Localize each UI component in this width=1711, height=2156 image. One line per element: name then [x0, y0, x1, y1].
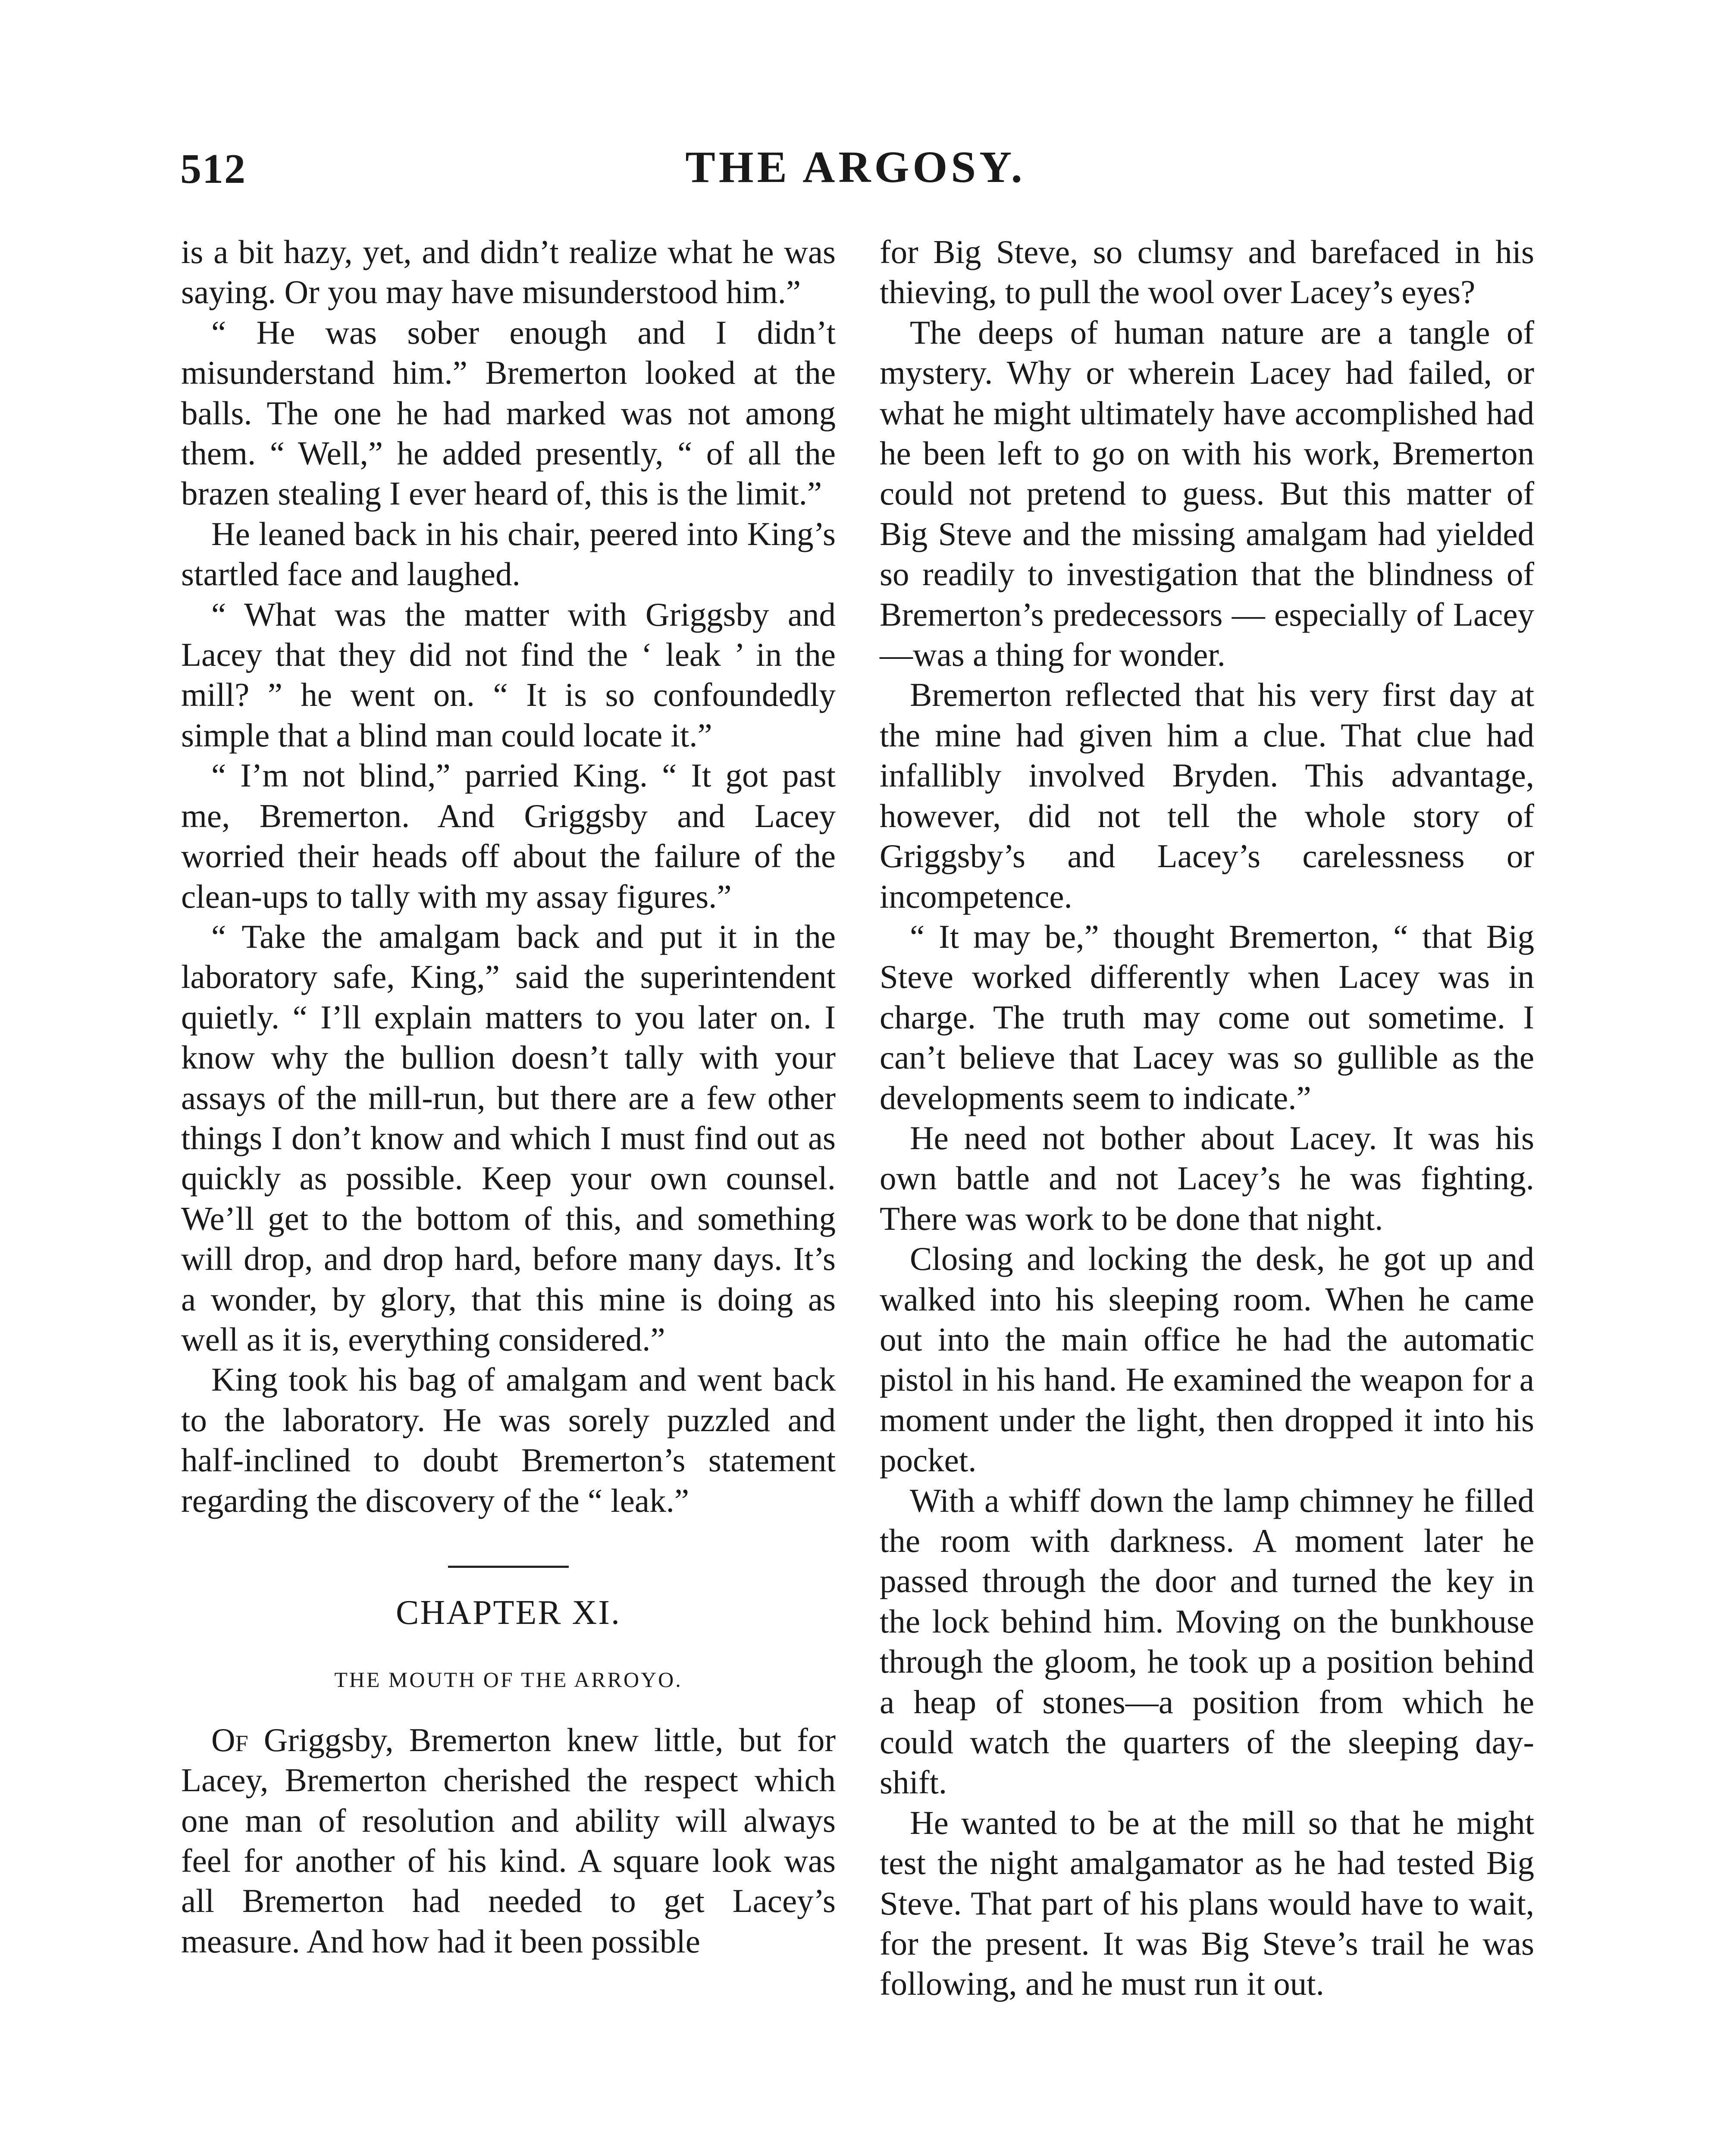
left-column	[181, 232, 836, 1962]
paragraph: is a bit hazy, yet, and didn’t realize what he was saying. Or you may have misunderstood him.”	[181, 233, 836, 311]
paragraph: Closing and locking the desk, he got up and walked into his sleeping room. When he came out into the main office he had the automatic pistol in his hand. He examined the weapon for a moment under the light, then dropped it into his pocket.	[880, 1240, 1534, 1479]
paragraph: “ He was sober enough and I didn’t misunderstand him.” Bremerton looked at the balls. The one he had marked was not among them. “ Well,” he added presently, “ of all the brazen stealing I ever heard of, this is the limit.”	[181, 313, 836, 512]
paragraph: “ Take the amalgam back and put it in the laboratory safe, King,” said the superintendent quietly. “ I’ll explain matters to you later on. I know why the bullion doesn’t tally with your assays of the mill-run, but there are a few other things I don’t know and which I must find out as quickly as possible. Keep your own counsel. We’ll get to the bottom of this, and something will drop, and drop hard, before many days. It’s a wonder, by glory, that this mine is doing as well as it is, everything considered.”	[181, 918, 836, 1358]
paragraph: “ I’m not blind,” parried King. “ It got past me, Bremerton. And Griggsby and Lacey worried their heads off about the failure of the clean-ups to tally with my assay figures.”	[181, 757, 836, 915]
paragraph: “ It may be,” thought Bremerton, “ that Big Steve worked differently when Lacey was in charge. The truth may come out sometime. I can’t believe that Lacey was so gullible as the developments seem to indicate.”	[880, 918, 1534, 1116]
paragraph: With a whiff down the lamp chimney he filled the room with darkness. A moment later he passed through the door and turned the key in the lock behind him. Moving on the bunkhouse through the gloom, he took up a position behind a heap of stones—a position from which he could watch the quarters of the sleeping day-shift.	[880, 1482, 1534, 1801]
chapter-paragraph-text: Griggsby, Bremerton knew little, but for Lacey, Bremerton cherished the respect which one man of resolution and ability will always feel for another of his kind. A square look was all Bremerton had needed to get Lacey’s measure. And how had it been possible	[181, 1721, 836, 1960]
paragraph: He need not bother about Lacey. It was his own battle and not Lacey’s he was fighting. There was work to be done that night.	[880, 1119, 1534, 1237]
paragraph: He wanted to be at the mill so that he might test the night amalgamator as he had tested Big Steve. That part of his plans would have to wait, for the present. It was Big Steve’s trail he was following, and he must run it out.	[880, 1804, 1534, 2002]
paragraph: The deeps of human nature are a tangle of mystery. Why or wherein Lacey had failed, or what he might ultimately have accomplished had he been left to go on with his work, Bremerton could not pretend to guess. But this matter of Big Steve and the missing amalgam had yielded so readily to investigation that the blindness of Bremerton’s predecessors — especially of Lacey—was a thing for wonder.	[880, 313, 1534, 674]
right-column	[880, 232, 1534, 2004]
chapter-lead-word: Of	[211, 1721, 248, 1758]
paragraph: He leaned back in his chair, peered into King’s startled face and laughed.	[181, 515, 836, 593]
chapter-opening-paragraph	[181, 1720, 836, 1962]
running-head: THE ARGOSY.	[685, 142, 1026, 192]
paragraph: for Big Steve, so clumsy and barefaced in his thieving, to pull the wool over Lacey’s eyes?	[880, 233, 1534, 311]
paragraph: King took his bag of amalgam and went back to the laboratory. He was sorely puzzled and half-inclined to doubt Bremerton’s statement regarding the discovery of the “ leak.”	[181, 1361, 836, 1519]
chapter-subtitle: THE MOUTH OF THE ARROYO.	[334, 1667, 683, 1692]
page-number: 512	[180, 146, 246, 192]
paragraph: “ What was the matter with Griggsby and Lacey that they did not find the ‘ leak ’ in the mill? ” he went on. “ It is so confoundedly simple that a blind man could locate it.”	[181, 595, 836, 754]
chapter-title: CHAPTER XI.	[396, 1594, 621, 1632]
paragraph: Bremerton reflected that his very first day at the mine had given him a clue. That clue had infallibly involved Bryden. This advantage, however, did not tell the whole story of Griggsby’s and Lacey’s carelessness or incompetence.	[880, 676, 1534, 915]
chapter-divider	[448, 1566, 569, 1568]
